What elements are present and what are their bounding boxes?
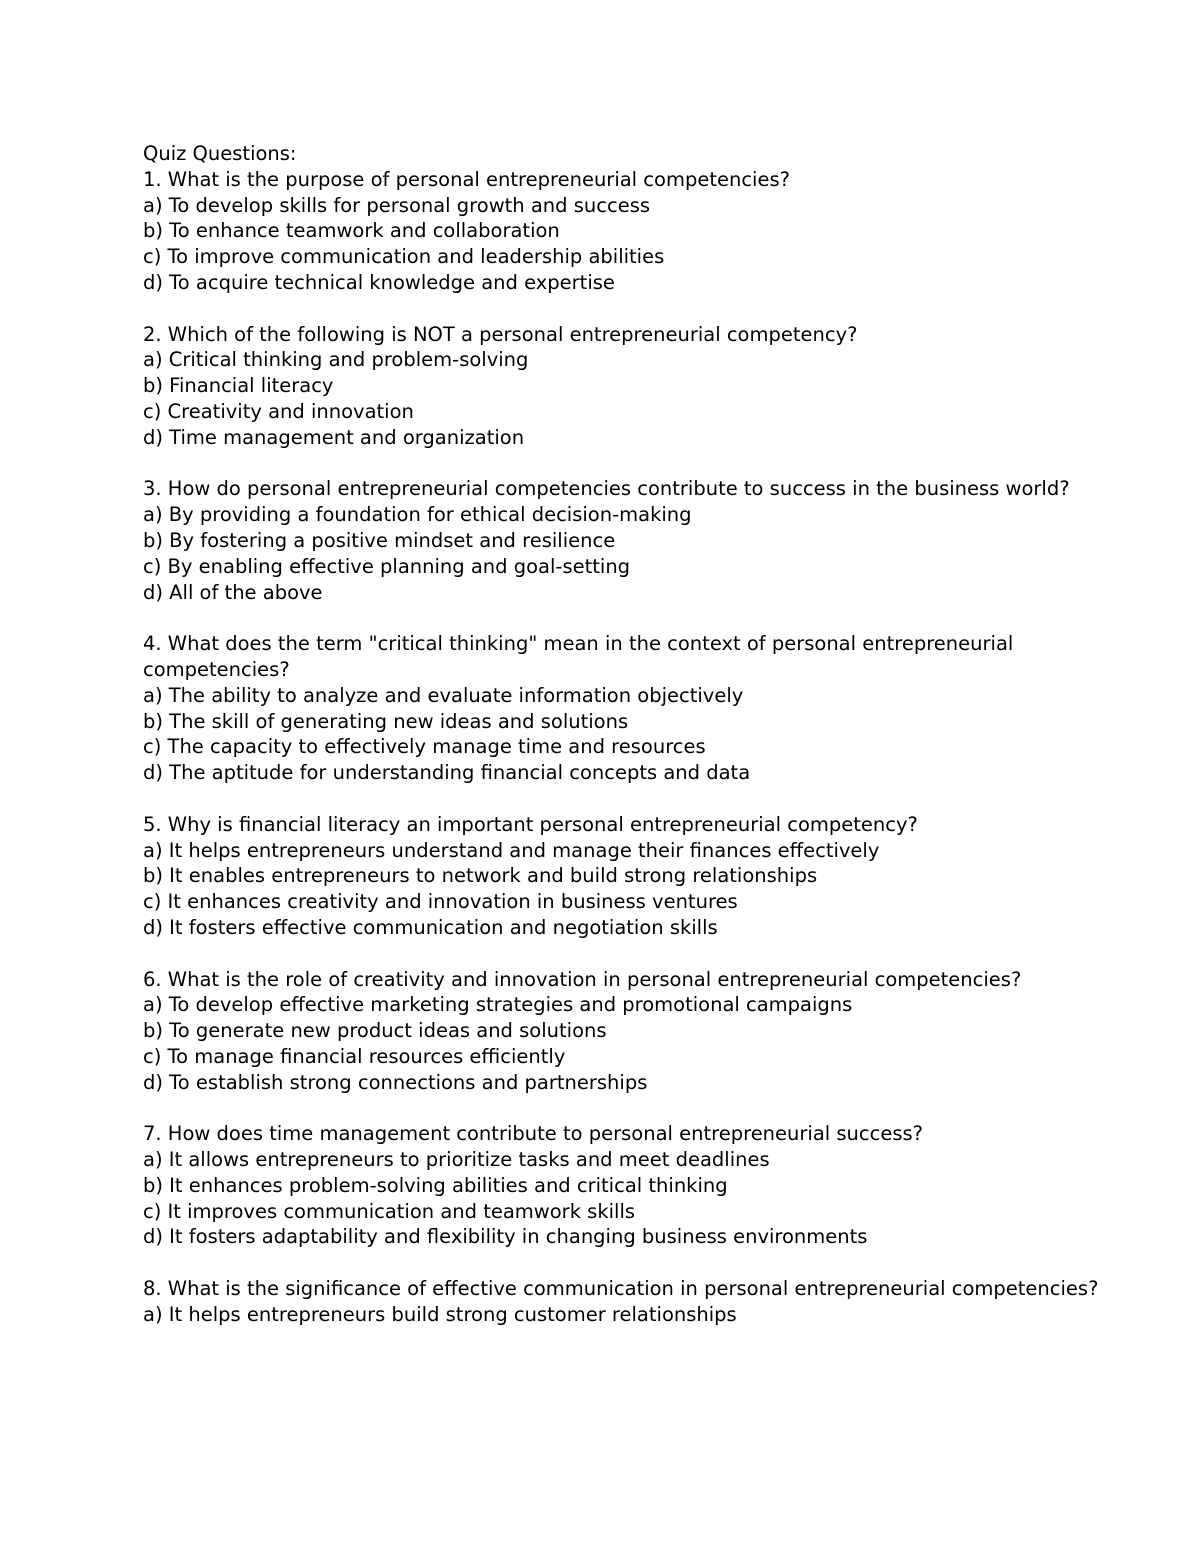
answer-option-a: a) The ability to analyze and evaluate information objectively [143, 683, 744, 707]
question-4 [143, 631, 1143, 786]
answer-option-c: c) It enhances creativity and innovation in business ventures [143, 890, 738, 914]
answer-option-a: a) Critical thinking and problem-solving [143, 348, 529, 372]
quiz-title: Quiz Questions: [143, 142, 297, 165]
quiz-document [143, 141, 1143, 1353]
question-7 [143, 1121, 1143, 1250]
answer-option-d: d) All of the above [143, 580, 323, 604]
answer-options [143, 347, 1143, 450]
question-text: 8. What is the significance of effective communication in personal entrepreneurial competencies? [143, 1277, 1099, 1301]
question-1 [143, 167, 1143, 296]
question-8 [143, 1276, 1143, 1328]
answer-options [143, 1147, 1143, 1250]
answer-option-c: c) To manage financial resources efficiently [143, 1044, 566, 1068]
answer-option-c: c) To improve communication and leadership abilities [143, 245, 665, 269]
answer-option-d: d) To acquire technical knowledge and expertise [143, 270, 615, 294]
answer-option-a: a) It helps entrepreneurs understand and manage their finances effectively [143, 838, 880, 862]
question-text: 3. How do personal entrepreneurial competencies contribute to success in the business world? [143, 477, 1070, 501]
answer-option-b: b) The skill of generating new ideas and solutions [143, 709, 629, 733]
answer-option-b: b) To generate new product ideas and solutions [143, 1019, 607, 1043]
question-6 [143, 967, 1143, 1096]
answer-option-d: d) To establish strong connections and partnerships [143, 1070, 648, 1094]
answer-option-a: a) It helps entrepreneurs build strong customer relationships [143, 1302, 737, 1326]
answer-option-b: b) Financial literacy [143, 374, 334, 398]
answer-option-a: a) To develop skills for personal growth and success [143, 193, 651, 217]
answer-options [143, 838, 1143, 941]
question-text: 2. Which of the following is NOT a personal entrepreneurial competency? [143, 322, 858, 346]
question-text: 7. How does time management contribute to personal entrepreneurial success? [143, 1122, 924, 1146]
answer-options [143, 992, 1143, 1095]
question-text: 6. What is the role of creativity and innovation in personal entrepreneurial competencies? [143, 967, 1022, 991]
answer-option-d: d) It fosters effective communication and negotiation skills [143, 915, 718, 939]
question-text: 5. Why is financial literacy an important personal entrepreneurial competency? [143, 812, 918, 836]
answer-option-a: a) To develop effective marketing strategies and promotional campaigns [143, 993, 853, 1017]
answer-options [143, 193, 1143, 296]
answer-option-a: a) It allows entrepreneurs to prioritize tasks and meet deadlines [143, 1148, 770, 1172]
answer-option-d: d) The aptitude for understanding financial concepts and data [143, 761, 751, 785]
question-text: 4. What does the term "critical thinking" mean in the context of personal entrepreneurial competencies? [143, 632, 1014, 681]
answer-option-c: c) It improves communication and teamwork skills [143, 1199, 636, 1223]
answer-option-b: b) It enables entrepreneurs to network and build strong relationships [143, 864, 818, 888]
answer-option-d: d) Time management and organization [143, 425, 525, 449]
answer-options [143, 683, 1143, 786]
answer-option-b: b) By fostering a positive mindset and resilience [143, 528, 616, 552]
question-2 [143, 322, 1143, 451]
answer-options [143, 502, 1143, 605]
answer-options [143, 1302, 1143, 1328]
question-text: 1. What is the purpose of personal entrepreneurial competencies? [143, 167, 790, 191]
answer-option-b: b) It enhances problem-solving abilities and critical thinking [143, 1173, 728, 1197]
answer-option-c: c) The capacity to effectively manage time and resources [143, 735, 706, 759]
answer-option-c: c) Creativity and innovation [143, 399, 414, 423]
question-3 [143, 476, 1143, 605]
answer-option-c: c) By enabling effective planning and goal-setting [143, 554, 631, 578]
question-5 [143, 812, 1143, 941]
answer-option-d: d) It fosters adaptability and flexibility in changing business environments [143, 1225, 868, 1249]
answer-option-a: a) By providing a foundation for ethical decision-making [143, 503, 692, 527]
answer-option-b: b) To enhance teamwork and collaboration [143, 219, 560, 243]
